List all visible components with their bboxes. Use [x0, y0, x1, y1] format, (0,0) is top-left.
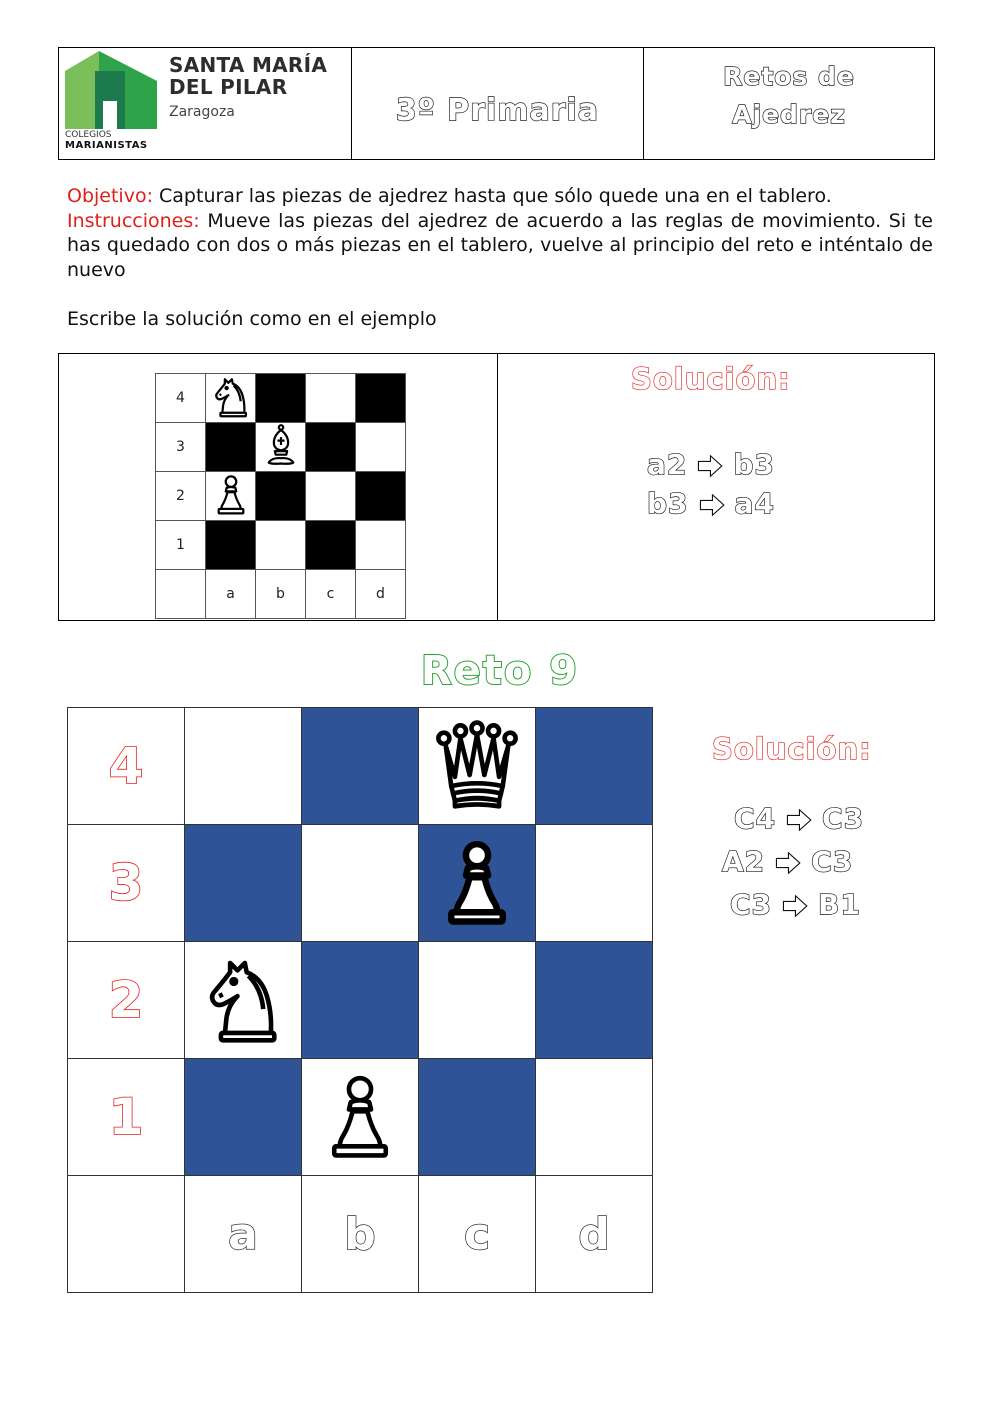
example-moves: [647, 448, 775, 520]
rank-label-text: 4: [108, 737, 144, 795]
bishop-icon[interactable]: [259, 423, 303, 467]
square-a2[interactable]: [206, 472, 256, 521]
challenge-board: [67, 707, 653, 1293]
arrow-right-icon: [786, 809, 812, 831]
arrow-right-icon: [782, 895, 808, 917]
square-c2[interactable]: [419, 942, 536, 1059]
rank-label: [68, 942, 185, 1059]
move-from: A2: [722, 845, 766, 878]
square-a3[interactable]: [206, 423, 256, 472]
file-label-text: c: [463, 1208, 491, 1260]
challenge-moves: [722, 802, 864, 921]
file-label: c: [306, 570, 356, 619]
instructions-paragraph: [67, 209, 933, 283]
grade-cell: [351, 48, 643, 159]
move-to: b3: [733, 448, 775, 481]
square-b2[interactable]: [256, 472, 306, 521]
move-to: C3: [822, 802, 865, 835]
worksheet-title-line2: Ajedrez: [732, 99, 846, 129]
example-solution-title: Solución:: [631, 362, 791, 396]
move-from: C4: [734, 802, 777, 835]
move-to: B1: [818, 888, 861, 921]
instructions: [67, 184, 933, 282]
knight-icon[interactable]: [197, 952, 289, 1044]
square-b2[interactable]: [302, 942, 419, 1059]
square-b4[interactable]: [302, 708, 419, 825]
move-from: b3: [647, 487, 689, 520]
square-b3[interactable]: [256, 423, 306, 472]
queen-icon[interactable]: [431, 718, 523, 810]
square-b1[interactable]: [302, 1059, 419, 1176]
challenge-title: Reto 9: [420, 648, 580, 694]
board-rank-row: [156, 374, 406, 423]
pawn-icon[interactable]: [314, 1069, 406, 1161]
move-from: a2: [647, 448, 688, 481]
knight-icon[interactable]: [209, 374, 253, 418]
square-d4[interactable]: [356, 374, 406, 423]
file-label-text: d: [578, 1208, 610, 1260]
rank-label: [68, 708, 185, 825]
board-file-row: [156, 570, 406, 619]
square-c3[interactable]: [419, 825, 536, 942]
school-name-line1: SANTA MARÍA: [169, 53, 328, 77]
square-a3[interactable]: [185, 825, 302, 942]
instructions-text: Mueve las piezas del ajedrez de acuerdo a las reglas de movimiento. Si te has quedado con dos o más piezas en el tablero, vuelve al principio del reto e inténtalo de nuevo: [67, 209, 933, 281]
file-label: [185, 1176, 302, 1293]
square-a4[interactable]: [206, 374, 256, 423]
challenge-move-3: [722, 888, 864, 921]
rank-label-text: 3: [108, 854, 144, 912]
school-name: [169, 54, 327, 98]
square-a4[interactable]: [185, 708, 302, 825]
square-c2[interactable]: [306, 472, 356, 521]
board-rank-row: [156, 521, 406, 570]
example-board: [155, 373, 406, 619]
square-d4[interactable]: [536, 708, 653, 825]
square-b4[interactable]: [256, 374, 306, 423]
square-b3[interactable]: [302, 825, 419, 942]
arrow-right-icon: [775, 852, 801, 874]
square-d1[interactable]: [536, 1059, 653, 1176]
square-d1[interactable]: [356, 521, 406, 570]
rank-label: 1: [156, 521, 206, 570]
square-d2[interactable]: [536, 942, 653, 1059]
challenge-move-2: [722, 845, 864, 878]
square-b1[interactable]: [256, 521, 306, 570]
instructions-label: Instrucciones:: [67, 209, 200, 232]
example-box: [58, 353, 935, 621]
school-logo-icon: [65, 51, 157, 129]
school-name-line2: DEL PILAR: [169, 75, 288, 99]
worksheet-title-line1: Retos de: [723, 61, 855, 91]
board-file-row: [68, 1176, 653, 1293]
school-logo: [59, 48, 351, 159]
objective-text: Capturar las piezas de ajedrez hasta que sólo quede una en el tablero.: [152, 185, 832, 207]
square-c3[interactable]: [306, 423, 356, 472]
arrow-right-icon: [699, 494, 725, 516]
square-c1[interactable]: [419, 1059, 536, 1176]
example-move-1: [647, 448, 775, 481]
challenge-move-1: [722, 802, 864, 835]
file-label: d: [356, 570, 406, 619]
file-label: [536, 1176, 653, 1293]
pawn-icon[interactable]: [431, 835, 523, 927]
file-label: b: [256, 570, 306, 619]
board-rank-row: [68, 825, 653, 942]
square-d2[interactable]: [356, 472, 406, 521]
rank-label: 3: [156, 423, 206, 472]
rank-label: 4: [156, 374, 206, 423]
file-label: [419, 1176, 536, 1293]
rank-label-text: 1: [108, 1088, 144, 1146]
file-label-text: b: [344, 1208, 376, 1260]
square-c4[interactable]: [419, 708, 536, 825]
board-rank-row: [68, 1059, 653, 1176]
example-divider: [497, 354, 498, 620]
board-rank-row: [156, 472, 406, 521]
square-c4[interactable]: [306, 374, 356, 423]
example-move-2: [647, 487, 775, 520]
board-rank-row: [68, 708, 653, 825]
board-corner: [156, 570, 206, 619]
pawn-icon[interactable]: [209, 472, 253, 516]
objective-paragraph: [67, 184, 933, 209]
rank-label: [68, 825, 185, 942]
school-sub-line2: MARIANISTAS: [65, 140, 148, 151]
rank-label-text: 2: [108, 971, 144, 1029]
file-label-text: a: [228, 1208, 258, 1260]
board-rank-row: [68, 942, 653, 1059]
arrow-right-icon: [697, 455, 723, 477]
board-corner: [68, 1176, 185, 1293]
header-table: [58, 47, 935, 160]
school-sub-line1: COLEGIOS: [65, 130, 112, 140]
board-rank-row: [156, 423, 406, 472]
grade-title: 3º Primaria: [395, 93, 600, 128]
move-from: C3: [730, 888, 773, 921]
square-a1[interactable]: [206, 521, 256, 570]
rank-label: [68, 1059, 185, 1176]
write-solution-prompt: Escribe la solución como en el ejemplo: [67, 308, 437, 330]
file-label: [302, 1176, 419, 1293]
objective-label: Objetivo:: [67, 185, 153, 207]
square-d3[interactable]: [536, 825, 653, 942]
move-to: C3: [811, 845, 854, 878]
square-c1[interactable]: [306, 521, 356, 570]
challenge-solution-title: Solución:: [712, 732, 872, 766]
square-a2[interactable]: [185, 942, 302, 1059]
move-to: a4: [734, 487, 775, 520]
square-a1[interactable]: [185, 1059, 302, 1176]
school-city: Zaragoza: [169, 104, 235, 120]
worksheet-title-cell: [643, 48, 934, 159]
file-label: a: [206, 570, 256, 619]
square-d3[interactable]: [356, 423, 406, 472]
rank-label: 2: [156, 472, 206, 521]
